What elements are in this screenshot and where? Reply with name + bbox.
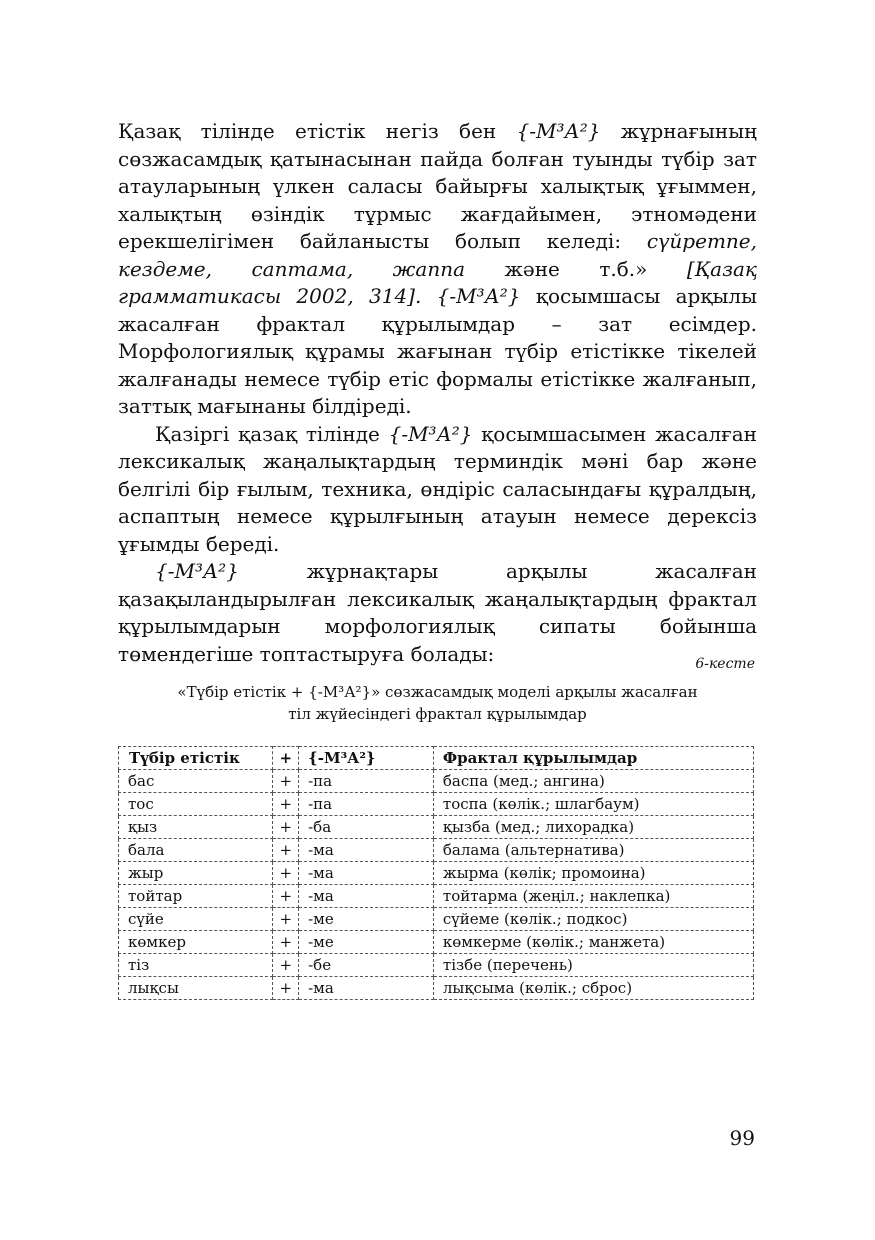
suffix-notation: {-М³А²} xyxy=(155,559,239,583)
cell-plus: + xyxy=(273,977,299,1000)
suffix-notation: {-М³А²} xyxy=(436,284,521,308)
cell-root-verb: бас xyxy=(119,770,273,793)
table-row xyxy=(119,839,754,862)
cell-plus: + xyxy=(273,908,299,931)
example-words: сүйретпе, кездеме, саптама, жаппа xyxy=(118,229,757,281)
suffix-notation: {-М³А²} xyxy=(388,421,473,446)
citation: [Қазақ грамматикасы 2002, 314]. xyxy=(118,256,758,308)
cell-fractal: лықсыма (көлік.; сброс) xyxy=(433,977,753,1000)
cell-root-verb: тойтар xyxy=(119,885,273,908)
header-plus: + xyxy=(273,747,299,770)
cell-root-verb: тос xyxy=(119,793,273,816)
cell-root-verb: қыз xyxy=(119,816,273,839)
fractal-structures-table xyxy=(118,746,754,1000)
table-header-row xyxy=(119,747,754,770)
cell-plus: + xyxy=(273,793,299,816)
table-number: 6-кесте xyxy=(695,656,755,672)
cell-suffix: -ма xyxy=(299,862,434,885)
text-run: жұрнағының сөзжасамдық қатынасынан пайда болған туынды түбір зат атауларының үлкен саласы байырғы халықтық ұғыммен, халықтың өзіндік тұрмыс жағдайымен, этномәдени ерекшелігімен байланысты болып келеді: xyxy=(118,119,757,253)
cell-fractal: баспа (мед.; ангина) xyxy=(433,770,753,793)
cell-suffix: -бе xyxy=(299,954,434,977)
cell-suffix: -ма xyxy=(299,885,434,908)
cell-root-verb: сүйе xyxy=(119,908,273,931)
cell-plus: + xyxy=(273,862,299,885)
table-row xyxy=(119,908,754,931)
cell-suffix: -ма xyxy=(299,839,434,862)
table-row xyxy=(119,954,754,977)
suffix-notation: {-М³А²} xyxy=(516,119,601,143)
paragraph-1 xyxy=(118,118,757,421)
cell-root-verb: көмкер xyxy=(119,931,273,954)
cell-fractal: сүйеме (көлік.; подкос) xyxy=(433,908,753,931)
cell-plus: + xyxy=(273,931,299,954)
paragraph-3 xyxy=(118,558,757,668)
cell-fractal: тойтарма (жеңіл.; наклепка) xyxy=(433,885,753,908)
text-run: Қазақ тілінде етістік негіз бен xyxy=(118,119,517,143)
cell-root-verb: бала xyxy=(119,839,273,862)
cell-plus: + xyxy=(273,770,299,793)
cell-root-verb: тіз xyxy=(119,954,273,977)
table-title-line: тіл жүйесіндегі фрактал құрылымдар xyxy=(288,705,587,723)
cell-plus: + xyxy=(273,885,299,908)
cell-suffix: -па xyxy=(299,793,434,816)
table-row xyxy=(119,793,754,816)
cell-fractal: қызба (мед.; лихорадка) xyxy=(433,816,753,839)
table-row xyxy=(119,885,754,908)
text-run: Қазіргі қазақ тілінде xyxy=(155,421,389,446)
paragraph-2 xyxy=(118,421,757,559)
cell-suffix: -па xyxy=(299,770,434,793)
cell-fractal: жырма (көлік; промоина) xyxy=(433,862,753,885)
table-title xyxy=(118,681,757,725)
table-row xyxy=(119,931,754,954)
cell-suffix: -ме xyxy=(299,931,434,954)
cell-suffix: -ма xyxy=(299,977,434,1000)
text-run: қосымшасы арқылы жасалған фрактал құрылымдар – зат есімдер. Морфологиялық құрамы жағынан түбір етістікке тікелей жалғанады немесе түбір етіс формалы етістікке жалғанып, заттық мағынаны білдіреді. xyxy=(118,284,758,418)
header-fractal: Фрактал құрылымдар xyxy=(433,747,753,770)
header-root-verb: Түбір етістік xyxy=(119,747,273,770)
cell-suffix: -ме xyxy=(299,908,434,931)
cell-plus: + xyxy=(273,954,299,977)
cell-root-verb: лықсы xyxy=(119,977,273,1000)
text-run: қосымшасымен жасалған лексикалық жаңалықтардың терминдік мәні бар және белгілі бір ғылым, техника, өндіріс саласындағы құралдың, аспаптың немесе құрылғының атауын немесе дерексіз ұғымды береді. xyxy=(118,421,757,556)
cell-fractal: тізбе (перечень) xyxy=(433,954,753,977)
text-run: жұрнақтары арқылы жасалған қазақыландырылған лексикалық жаңалықтардың фрактал құрылымдарын морфологиялық сипаты бойынша төмендегіше топтастыруға болады: xyxy=(118,559,757,666)
cell-fractal: көмкерме (көлік.; манжета) xyxy=(433,931,753,954)
cell-plus: + xyxy=(273,839,299,862)
table-row xyxy=(119,816,754,839)
table-row xyxy=(119,862,754,885)
cell-plus: + xyxy=(273,816,299,839)
cell-fractal: балама (альтернатива) xyxy=(433,839,753,862)
cell-fractal: тоспа (көлік.; шлагбаум) xyxy=(433,793,753,816)
text-run xyxy=(421,284,436,308)
text-run: және т.б.» xyxy=(465,256,687,281)
cell-suffix: -ба xyxy=(299,816,434,839)
cell-root-verb: жыр xyxy=(119,862,273,885)
table-title-line: «Түбір етістік + {-М³А²}» сөзжасамдық моделі арқылы жасалған xyxy=(177,683,698,701)
page-number: 99 xyxy=(729,1126,755,1150)
body-text xyxy=(118,118,757,668)
table-row xyxy=(119,770,754,793)
header-suffix: {-М³А²} xyxy=(299,747,434,770)
table-row xyxy=(119,977,754,1000)
